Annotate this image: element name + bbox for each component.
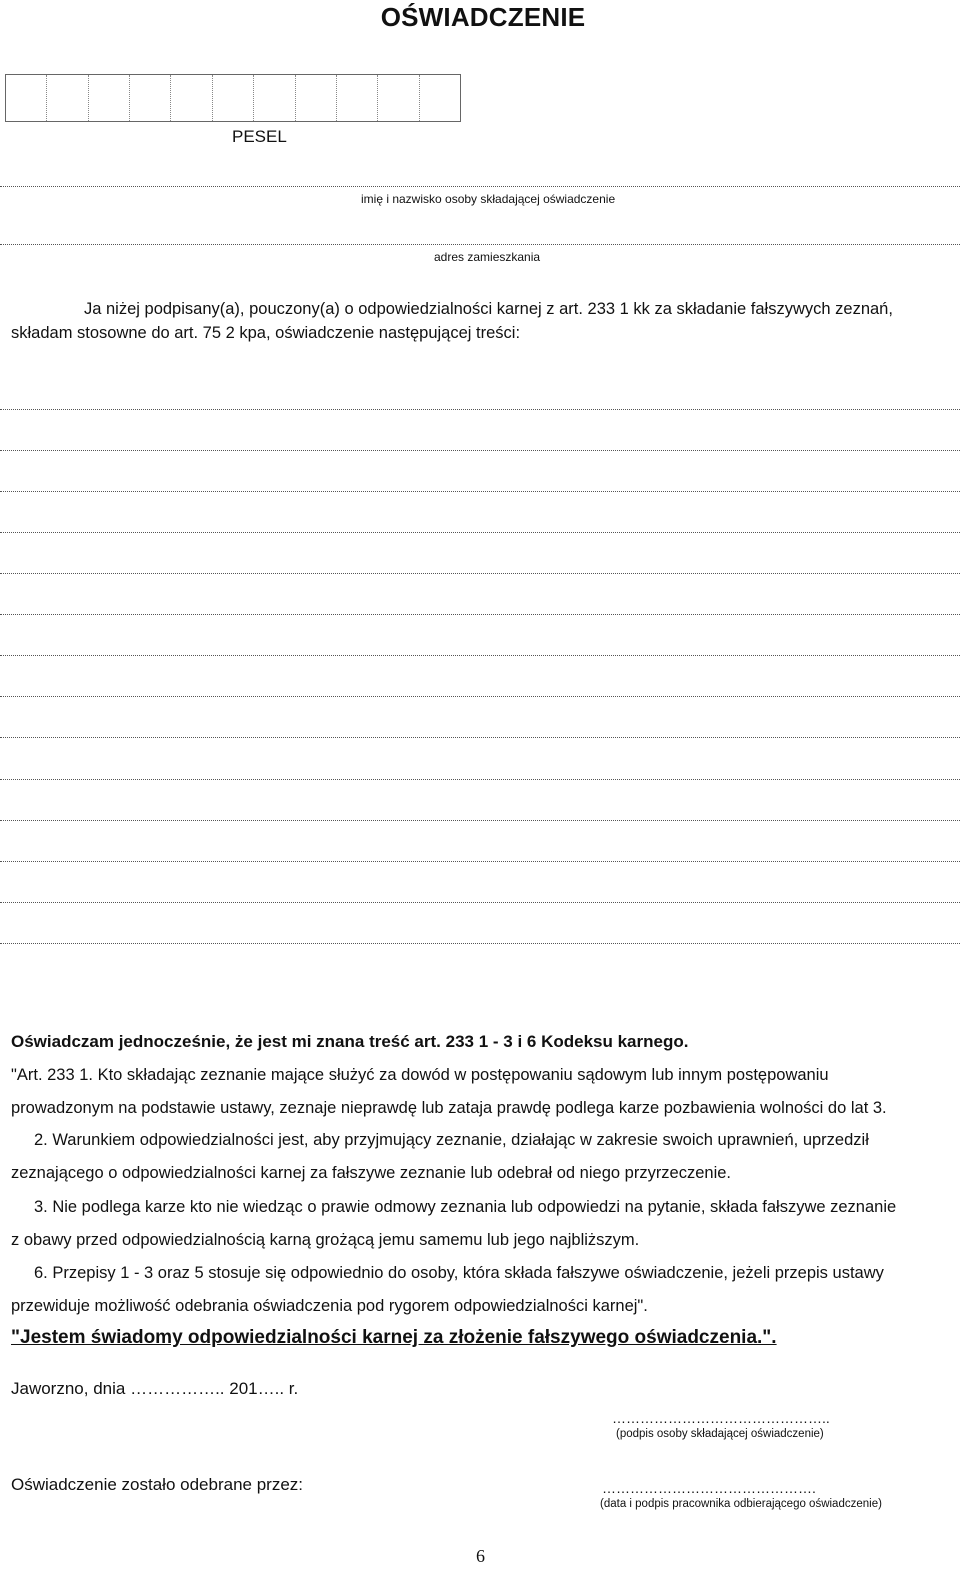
statement-line[interactable] xyxy=(0,943,960,944)
intro-line-2: składam stosowne do art. 75 2 kpa, oświadczenie następującej treści: xyxy=(11,324,521,342)
statement-line[interactable] xyxy=(0,450,960,451)
article-p2-line2: zeznającego o odpowiedzialności karnej za fałszywe zeznanie lub odebrał od niego przyrzeczenie. xyxy=(11,1164,732,1182)
receiver-signature-line[interactable]: ………………………………………. xyxy=(602,1480,816,1496)
pesel-digit-box[interactable] xyxy=(254,75,295,121)
article-p3-line1: 3. Nie podlega karze kto nie wiedząc o prawie odmowy zeznania lub odpowiedzi na pytanie, składa fałszywe zeznanie xyxy=(34,1198,897,1216)
page-title: OŚWIADCZENIE xyxy=(380,2,586,32)
pesel-digit-box[interactable] xyxy=(6,75,47,121)
pesel-digit-box[interactable] xyxy=(378,75,419,121)
declaration-heading: Oświadczam jednocześnie, że jest mi znana treść art. 233 1 - 3 i 6 Kodeksu karnego. xyxy=(11,1032,689,1051)
pesel-digit-box[interactable] xyxy=(47,75,88,121)
address-field-line[interactable] xyxy=(0,244,960,245)
signature-line[interactable]: ……………………………………….. xyxy=(612,1410,830,1426)
statement-line[interactable] xyxy=(0,655,960,656)
pesel-digit-box[interactable] xyxy=(171,75,212,121)
page-number: 6 xyxy=(476,1546,485,1566)
statement-line[interactable] xyxy=(0,614,960,615)
statement-line[interactable] xyxy=(0,861,960,862)
article-p4-line1: 6. Przepisy 1 - 3 oraz 5 stosuje się odpowiednio do osoby, która składa fałszywe oświadczenie, jeżeli przepis ustawy xyxy=(34,1264,884,1282)
intro-line-1: Ja niżej podpisany(a), pouczony(a) o odpowiedzialności karnej z art. 233 1 kk za składanie fałszywych zeznań, xyxy=(84,300,893,318)
name-field-label: imię i nazwisko osoby składającej oświadczenie xyxy=(361,192,616,206)
pesel-digit-box[interactable] xyxy=(296,75,337,121)
receiver-signature-label: (data i podpis pracownika odbierającego oświadczenie) xyxy=(600,1498,882,1510)
statement-line[interactable] xyxy=(0,779,960,780)
article-p4-line2: przewiduje możliwość odebrania oświadczenia pod rygorem odpowiedzialności karnej". xyxy=(11,1297,648,1315)
pesel-boxes[interactable] xyxy=(5,74,461,122)
intro-paragraph xyxy=(11,297,955,345)
statement-line[interactable] xyxy=(0,491,960,492)
statement-line[interactable] xyxy=(0,902,960,903)
pesel-digit-box[interactable] xyxy=(89,75,130,121)
article-p2-line1: 2. Warunkiem odpowiedzialności jest, aby przyjmujący zeznanie, działając w zakresie swoich uprawnień, uprzedził xyxy=(34,1131,869,1149)
statement-line[interactable] xyxy=(0,532,960,533)
place-date[interactable]: Jaworzno, dnia …………….. 201….. r. xyxy=(11,1379,299,1398)
pesel-digit-box[interactable] xyxy=(337,75,378,121)
address-field-label: adres zamieszkania xyxy=(434,250,541,264)
article-p1-line1: "Art. 233 1. Kto składając zeznanie mające służyć za dowód w postępowaniu sądowym lub innym postępowaniu xyxy=(11,1066,829,1084)
pesel-label: PESEL xyxy=(232,127,287,146)
received-by-label: Oświadczenie zostało odebrane przez: xyxy=(11,1475,303,1494)
final-statement: "Jestem świadomy odpowiedzialności karnej za złożenie fałszywego oświadczenia.". xyxy=(11,1327,777,1348)
statement-line[interactable] xyxy=(0,409,960,410)
article-p1-line2: prowadzonym na podstawie ustawy, zeznaje nieprawdę lub zataja prawdę podlega karze pozbawienia wolności do lat 3. xyxy=(11,1099,887,1117)
pesel-digit-box[interactable] xyxy=(130,75,171,121)
name-field-line[interactable] xyxy=(0,186,960,187)
signature-label: (podpis osoby składającej oświadczenie) xyxy=(616,1428,824,1440)
pesel-digit-box[interactable] xyxy=(420,75,460,121)
statement-line[interactable] xyxy=(0,820,960,821)
pesel-digit-box[interactable] xyxy=(213,75,254,121)
statement-line[interactable] xyxy=(0,696,960,697)
article-p3-line2: z obawy przed odpowiedzialnością karną grożącą jemu samemu lub jego najbliższym. xyxy=(11,1231,640,1249)
statement-line[interactable] xyxy=(0,573,960,574)
statement-line[interactable] xyxy=(0,737,960,738)
